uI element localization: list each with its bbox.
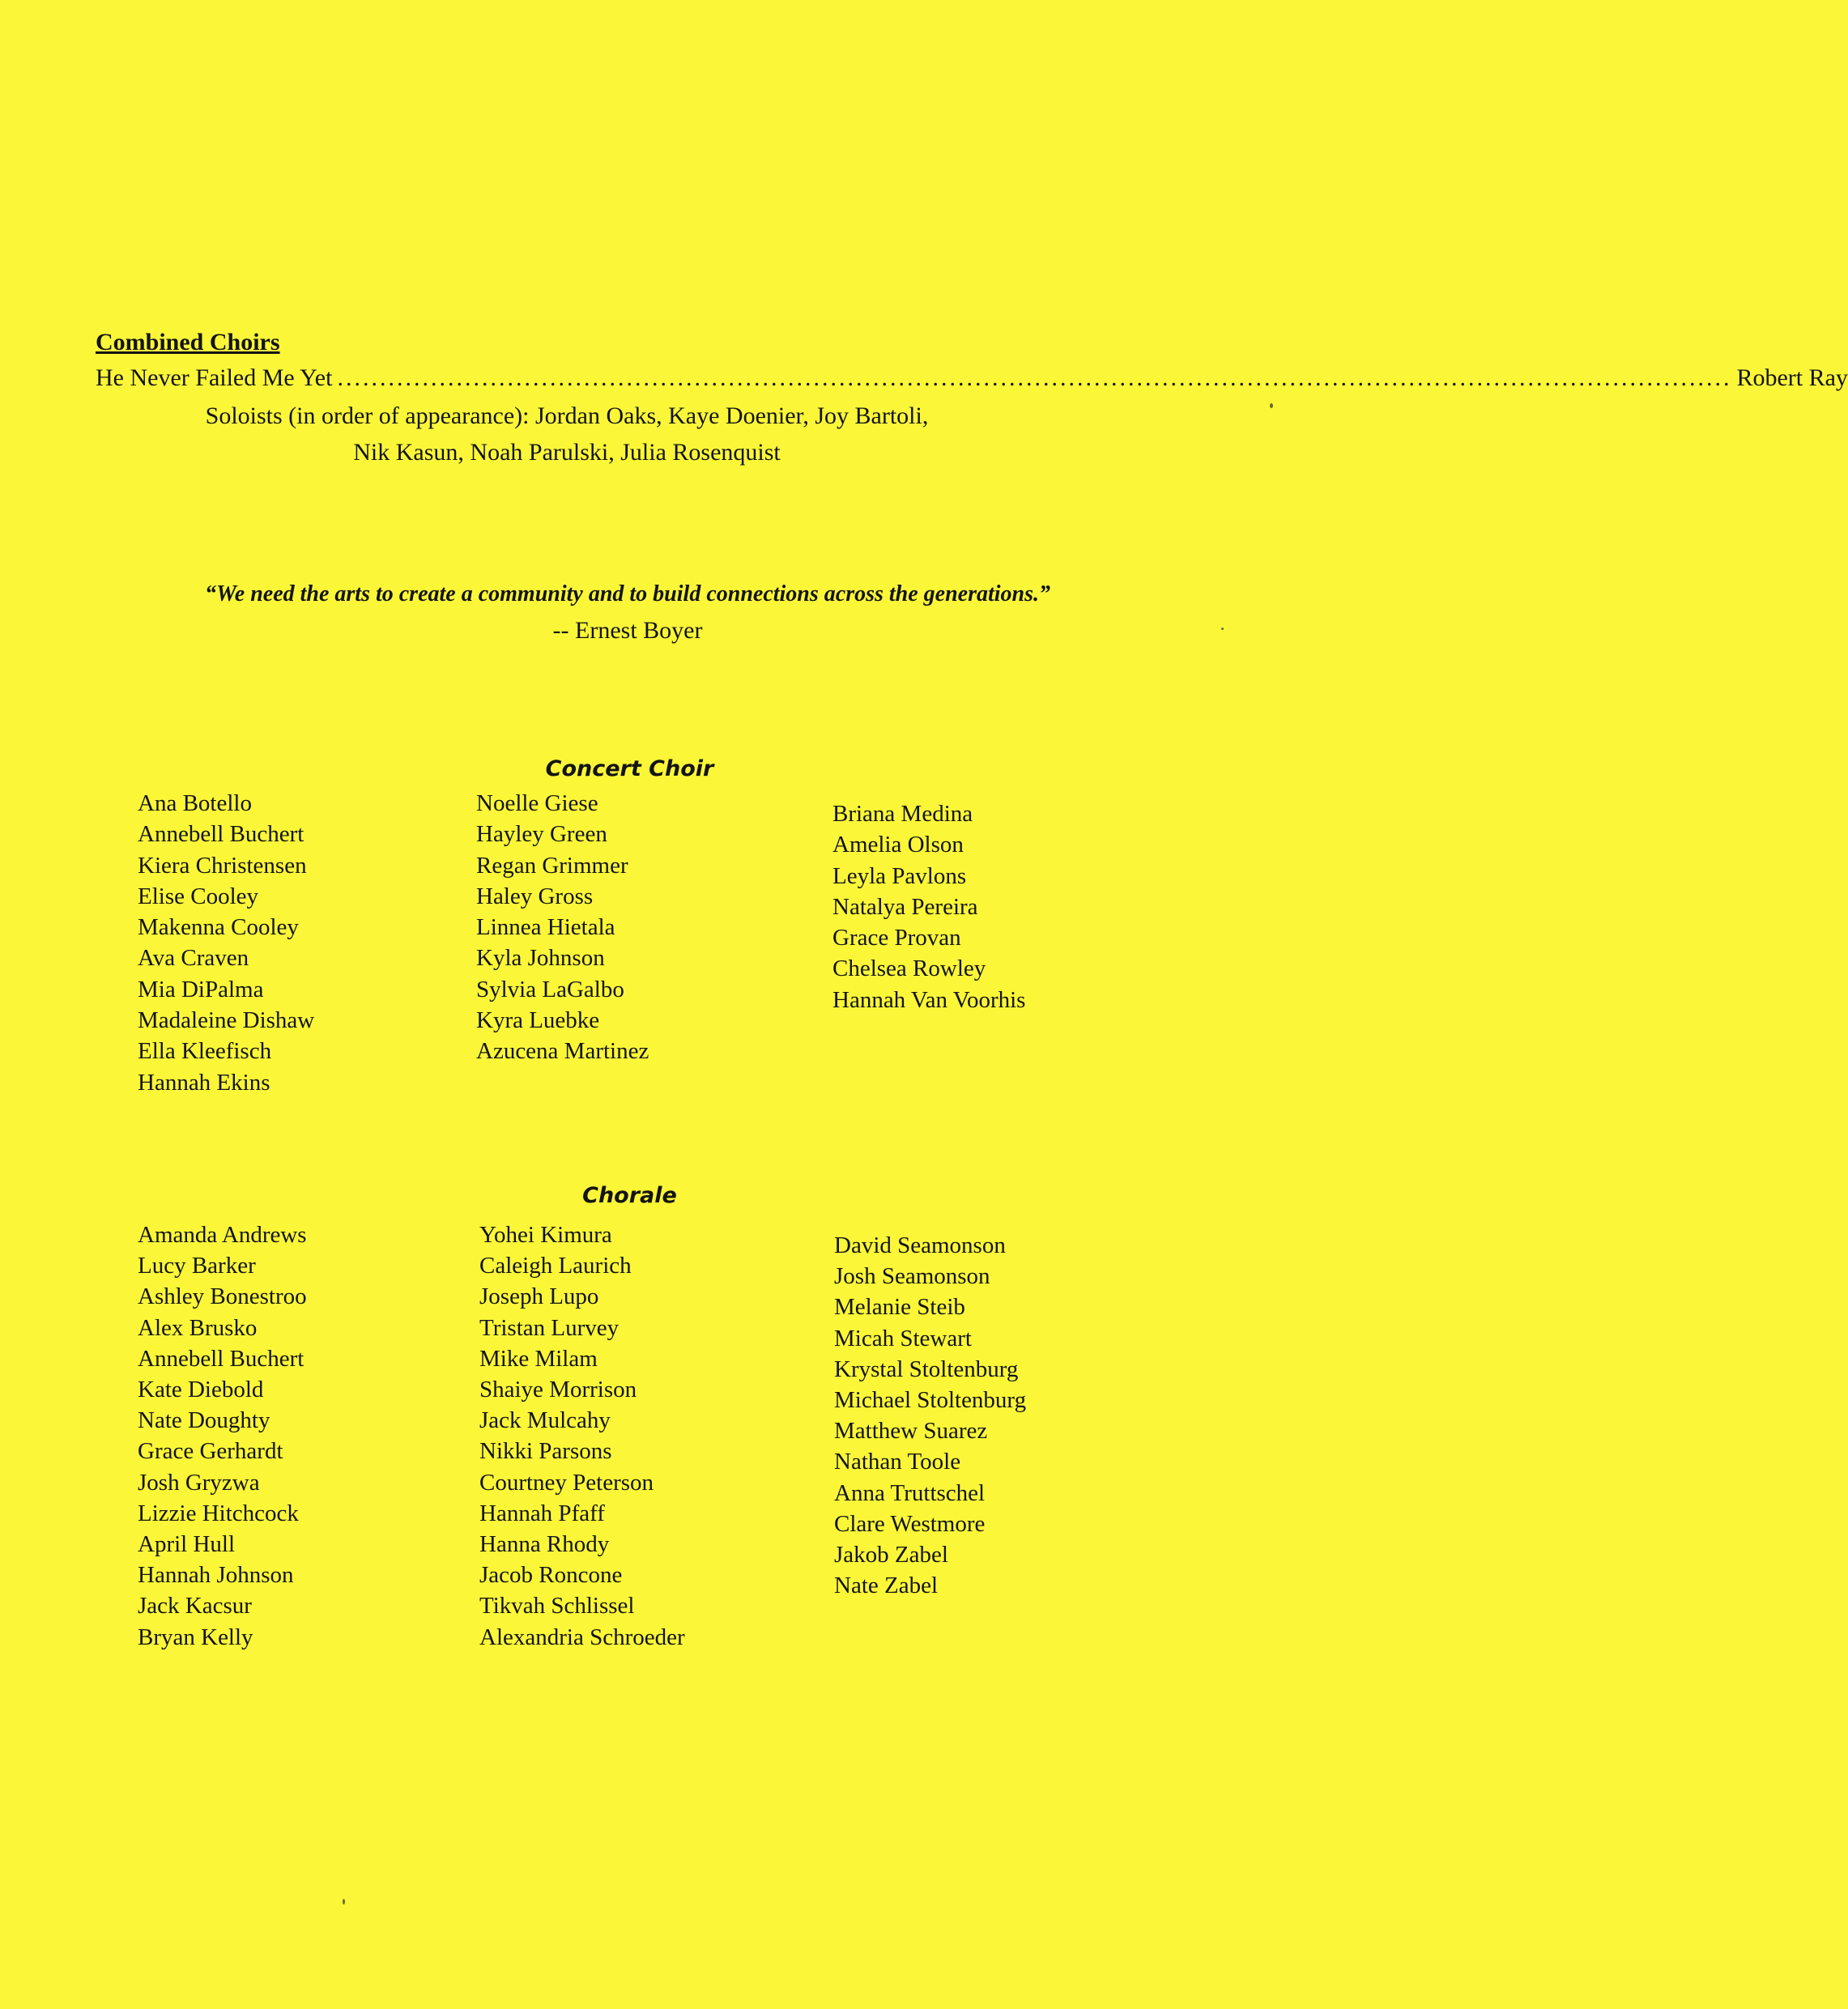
chorale-column-3 bbox=[834, 1230, 1026, 1601]
member-name: Mia DiPalma bbox=[138, 976, 264, 1002]
member-name: Bryan Kelly bbox=[138, 1624, 253, 1650]
quote-author: -- Ernest Boyer bbox=[552, 617, 703, 644]
concert-choir-column-1 bbox=[138, 788, 314, 1098]
member-name: Elise Cooley bbox=[138, 883, 259, 909]
member-name: Natalya Pereira bbox=[832, 893, 978, 920]
member-name: Tristan Lurvey bbox=[479, 1314, 620, 1341]
member-name: Briana Medina bbox=[832, 801, 973, 827]
quote-text: “We need the arts to create a community and to build connections across the generations.” bbox=[204, 581, 1051, 607]
piece-line bbox=[96, 364, 1848, 392]
member-name: Ava Craven bbox=[138, 945, 249, 972]
member-name: Michael Stoltenburg bbox=[834, 1387, 1027, 1414]
member-name: Matthew Suarez bbox=[834, 1418, 988, 1445]
member-name: Grace Gerhardt bbox=[138, 1438, 283, 1465]
member-name: Jakob Zabel bbox=[834, 1542, 948, 1568]
member-name: Chelsea Rowley bbox=[832, 956, 986, 982]
member-name: Amelia Olson bbox=[832, 832, 964, 858]
member-name: Mike Milam bbox=[479, 1345, 598, 1372]
piece-composer: Robert Ray bbox=[1736, 364, 1848, 391]
member-name: Noelle Giese bbox=[476, 790, 598, 816]
member-name: Josh Gryzwa bbox=[138, 1469, 260, 1496]
member-name: Anna Truttschel bbox=[834, 1479, 986, 1506]
member-name: Nate Doughty bbox=[138, 1407, 270, 1434]
member-name: Kyra Luebke bbox=[476, 1007, 600, 1034]
soloists-line-2: Nik Kasun, Noah Parulski, Julia Rosenquist bbox=[353, 439, 781, 466]
piece-title: He Never Failed Me Yet bbox=[96, 364, 333, 391]
member-name: Ella Kleefisch bbox=[138, 1038, 272, 1065]
member-name: April Hull bbox=[138, 1531, 236, 1558]
dot-leader: .................................................................................................................................................................... bbox=[337, 364, 1732, 391]
member-name: Hannah Johnson bbox=[138, 1562, 294, 1589]
member-name: Nate Zabel bbox=[834, 1573, 939, 1599]
member-name: Kiera Christensen bbox=[138, 852, 307, 879]
member-name: Annebell Buchert bbox=[138, 1345, 304, 1372]
member-name: Kate Diebold bbox=[138, 1377, 264, 1403]
member-name: Lucy Barker bbox=[138, 1253, 256, 1279]
member-name: David Seamonson bbox=[834, 1232, 1006, 1258]
member-name: Tikvah Schlissel bbox=[479, 1593, 635, 1620]
member-name: Micah Stewart bbox=[834, 1325, 972, 1351]
member-name: Jack Mulcahy bbox=[479, 1407, 611, 1434]
member-name: Haley Gross bbox=[476, 883, 594, 909]
member-name: Melanie Steib bbox=[834, 1294, 965, 1321]
member-name: Amanda Andrews bbox=[138, 1222, 307, 1248]
member-name: Jack Kacsur bbox=[138, 1593, 252, 1620]
member-name: Makenna Cooley bbox=[138, 914, 299, 941]
member-name: Ana Botello bbox=[138, 790, 252, 816]
member-name: Yohei Kimura bbox=[479, 1222, 612, 1248]
member-name: Alexandria Schroeder bbox=[479, 1624, 685, 1650]
paper-speck bbox=[1270, 403, 1273, 408]
member-name: Shaiye Morrison bbox=[479, 1377, 637, 1403]
member-name: Linnea Hietala bbox=[476, 914, 615, 941]
member-name: Annebell Buchert bbox=[138, 821, 304, 848]
member-name: Joseph Lupo bbox=[479, 1283, 599, 1310]
member-name: Nikki Parsons bbox=[479, 1438, 612, 1465]
member-name: Hannah Ekins bbox=[138, 1069, 270, 1096]
member-name: Jacob Roncone bbox=[479, 1562, 623, 1589]
member-name: Sylvia LaGalbo bbox=[476, 976, 624, 1002]
member-name: Hanna Rhody bbox=[479, 1531, 610, 1558]
member-name: Josh Seamonson bbox=[834, 1263, 990, 1290]
concert-choir-heading: Concert Choir bbox=[545, 756, 714, 781]
member-name: Azucena Martinez bbox=[476, 1038, 649, 1065]
chorale-column-1 bbox=[138, 1219, 307, 1653]
member-name: Nathan Toole bbox=[834, 1449, 961, 1475]
member-name: Caleigh Laurich bbox=[479, 1253, 632, 1279]
member-name: Madaleine Dishaw bbox=[138, 1007, 315, 1034]
member-name: Hannah Pfaff bbox=[479, 1500, 605, 1526]
member-name: Leyla Pavlons bbox=[832, 862, 967, 889]
member-name: Kyla Johnson bbox=[476, 945, 605, 972]
member-name: Hannah Van Voorhis bbox=[832, 986, 1026, 1013]
combined-choirs-heading: Combined Choirs bbox=[96, 329, 280, 355]
concert-choir-column-3 bbox=[832, 798, 1025, 1015]
member-name: Alex Brusko bbox=[138, 1314, 258, 1341]
member-name: Regan Grimmer bbox=[476, 852, 628, 879]
chorale-heading: Chorale bbox=[582, 1183, 677, 1208]
member-name: Courtney Peterson bbox=[479, 1469, 654, 1496]
member-name: Hayley Green bbox=[476, 821, 607, 848]
concert-choir-column-2 bbox=[476, 788, 649, 1067]
paper-speck bbox=[1221, 628, 1224, 630]
soloists-line-1: Soloists (in order of appearance): Jordan Oaks, Kaye Doenier, Joy Bartoli, bbox=[205, 402, 929, 429]
member-name: Grace Provan bbox=[832, 925, 961, 951]
paper-speck bbox=[343, 1899, 345, 1905]
member-name: Clare Westmore bbox=[834, 1510, 986, 1537]
member-name: Ashley Bonestroo bbox=[138, 1283, 307, 1310]
chorale-column-2 bbox=[479, 1219, 685, 1653]
member-name: Lizzie Hitchcock bbox=[138, 1500, 299, 1526]
member-name: Krystal Stoltenburg bbox=[834, 1356, 1019, 1382]
